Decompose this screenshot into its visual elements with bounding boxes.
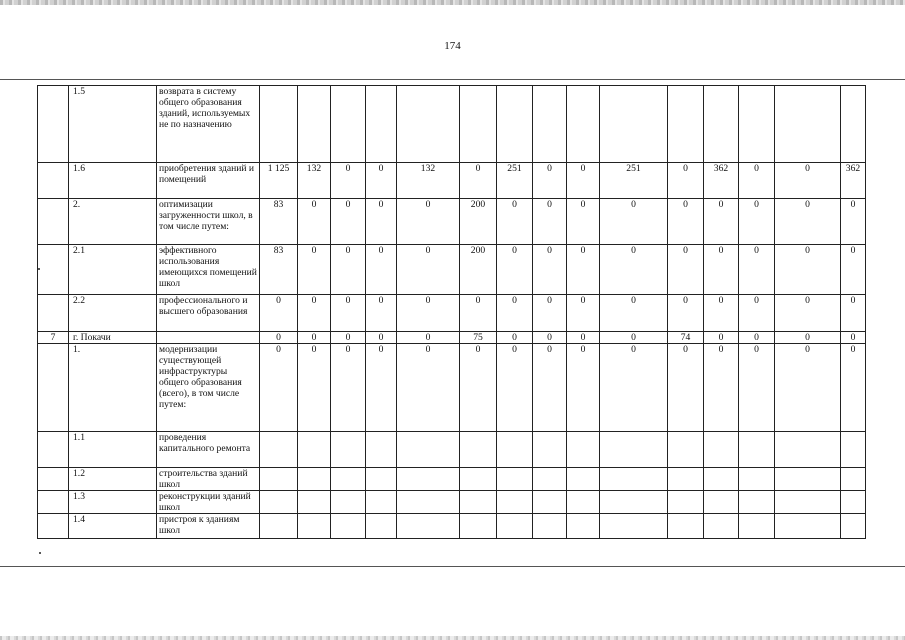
value-cell: 0 xyxy=(600,245,668,295)
value-cell xyxy=(841,491,866,514)
row-description-cell: возврата в систему общего образования зданий, используемых не по назначению xyxy=(157,86,260,163)
value-cell: 0 xyxy=(668,245,704,295)
value-cell xyxy=(775,514,841,539)
value-cell: 0 xyxy=(533,163,567,199)
value-cell xyxy=(497,514,533,539)
value-cell: 0 xyxy=(397,245,460,295)
value-cell xyxy=(668,514,704,539)
value-cell: 0 xyxy=(775,332,841,344)
row-code-cell: 1.6 xyxy=(69,163,157,199)
value-cell: 0 xyxy=(331,245,366,295)
value-cell: 0 xyxy=(739,199,775,245)
value-cell xyxy=(331,491,366,514)
value-cell xyxy=(841,468,866,491)
value-cell: 0 xyxy=(260,332,298,344)
row-number-cell xyxy=(38,245,69,295)
row-code-cell: 1.5 xyxy=(69,86,157,163)
value-cell: 0 xyxy=(298,199,331,245)
value-cell: 0 xyxy=(331,344,366,432)
value-cell: 0 xyxy=(841,332,866,344)
value-cell xyxy=(298,86,331,163)
table-row xyxy=(38,332,866,344)
value-cell xyxy=(460,491,497,514)
value-cell: 0 xyxy=(704,245,739,295)
value-cell: 0 xyxy=(460,344,497,432)
row-description-cell: оптимизации загруженности школ, в том числе путем: xyxy=(157,199,260,245)
value-cell: 0 xyxy=(739,344,775,432)
value-cell: 0 xyxy=(397,332,460,344)
row-number-cell xyxy=(38,344,69,432)
value-cell: 0 xyxy=(331,163,366,199)
value-cell xyxy=(260,86,298,163)
value-cell xyxy=(704,514,739,539)
value-cell xyxy=(397,468,460,491)
value-cell xyxy=(567,514,600,539)
value-cell: 0 xyxy=(497,344,533,432)
value-cell: 83 xyxy=(260,245,298,295)
value-cell xyxy=(533,86,567,163)
value-cell: 0 xyxy=(331,295,366,332)
value-cell xyxy=(331,468,366,491)
value-cell xyxy=(331,514,366,539)
row-code-cell: 1. xyxy=(69,344,157,432)
value-cell: 0 xyxy=(567,295,600,332)
value-cell xyxy=(704,468,739,491)
value-cell xyxy=(668,432,704,468)
row-description-cell: строительства зданий школ xyxy=(157,468,260,491)
value-cell xyxy=(298,514,331,539)
value-cell xyxy=(298,432,331,468)
table-row xyxy=(38,514,866,539)
row-number-cell xyxy=(38,295,69,332)
value-cell xyxy=(397,86,460,163)
value-cell: 0 xyxy=(567,245,600,295)
value-cell: 0 xyxy=(397,295,460,332)
row-code-cell: 2. xyxy=(69,199,157,245)
value-cell: 0 xyxy=(775,245,841,295)
value-cell: 0 xyxy=(460,163,497,199)
value-cell: 0 xyxy=(497,332,533,344)
value-cell: 0 xyxy=(366,163,397,199)
row-description-cell: реконструкции зданий школ xyxy=(157,491,260,514)
value-cell: 75 xyxy=(460,332,497,344)
row-number-cell xyxy=(38,199,69,245)
value-cell: 0 xyxy=(704,344,739,432)
value-cell: 0 xyxy=(775,295,841,332)
row-number-cell xyxy=(38,514,69,539)
value-cell xyxy=(739,432,775,468)
value-cell xyxy=(668,491,704,514)
value-cell xyxy=(460,468,497,491)
value-cell xyxy=(739,514,775,539)
value-cell: 0 xyxy=(366,344,397,432)
row-code-cell: г. Покачи xyxy=(69,332,157,344)
value-cell xyxy=(600,514,668,539)
value-cell: 0 xyxy=(668,295,704,332)
value-cell xyxy=(331,86,366,163)
row-description-cell: проведения капитального ремонта xyxy=(157,432,260,468)
row-code-cell: 1.1 xyxy=(69,432,157,468)
value-cell: 0 xyxy=(739,163,775,199)
row-description-cell xyxy=(157,332,260,344)
value-cell xyxy=(668,86,704,163)
page-number: 174 xyxy=(444,40,461,52)
value-cell: 0 xyxy=(366,332,397,344)
value-cell xyxy=(460,432,497,468)
value-cell: 0 xyxy=(567,344,600,432)
table-row xyxy=(38,468,866,491)
row-number-cell xyxy=(38,163,69,199)
value-cell xyxy=(497,468,533,491)
value-cell xyxy=(704,491,739,514)
value-cell: 0 xyxy=(497,245,533,295)
value-cell: 0 xyxy=(668,163,704,199)
row-description-cell: модернизации существующей инфраструктуры общего образования (всего), в том числе путем: xyxy=(157,344,260,432)
value-cell xyxy=(497,432,533,468)
value-cell xyxy=(704,432,739,468)
table-row xyxy=(38,432,866,468)
value-cell: 0 xyxy=(567,332,600,344)
value-cell: 0 xyxy=(260,295,298,332)
scan-speck xyxy=(39,552,41,554)
value-cell: 0 xyxy=(739,245,775,295)
value-cell: 0 xyxy=(841,245,866,295)
value-cell: 251 xyxy=(497,163,533,199)
table-row xyxy=(38,245,866,295)
value-cell xyxy=(600,468,668,491)
value-cell: 83 xyxy=(260,199,298,245)
value-cell: 0 xyxy=(460,295,497,332)
value-cell xyxy=(775,468,841,491)
value-cell xyxy=(841,514,866,539)
value-cell: 0 xyxy=(533,332,567,344)
value-cell: 0 xyxy=(331,199,366,245)
value-cell xyxy=(497,491,533,514)
value-cell: 0 xyxy=(567,163,600,199)
value-cell xyxy=(366,468,397,491)
row-description-cell: эффективного использования имеющихся помещений школ xyxy=(157,245,260,295)
value-cell xyxy=(533,491,567,514)
scan-speck xyxy=(38,268,40,270)
value-cell: 0 xyxy=(668,199,704,245)
value-cell: 0 xyxy=(841,295,866,332)
value-cell xyxy=(366,491,397,514)
value-cell: 0 xyxy=(668,344,704,432)
value-cell xyxy=(841,86,866,163)
value-cell xyxy=(260,432,298,468)
value-cell: 132 xyxy=(397,163,460,199)
value-cell: 0 xyxy=(704,332,739,344)
value-cell xyxy=(775,491,841,514)
value-cell: 1 125 xyxy=(260,163,298,199)
value-cell xyxy=(841,432,866,468)
value-cell xyxy=(298,491,331,514)
value-cell: 74 xyxy=(668,332,704,344)
row-number-cell: 7 xyxy=(38,332,69,344)
value-cell: 0 xyxy=(298,344,331,432)
data-table xyxy=(37,85,866,539)
value-cell: 0 xyxy=(331,332,366,344)
value-cell: 0 xyxy=(600,332,668,344)
value-cell: 0 xyxy=(260,344,298,432)
value-cell xyxy=(600,86,668,163)
value-cell: 0 xyxy=(775,163,841,199)
value-cell: 0 xyxy=(298,245,331,295)
value-cell xyxy=(567,86,600,163)
value-cell: 0 xyxy=(533,199,567,245)
value-cell xyxy=(366,432,397,468)
scan-edge-bottom xyxy=(0,636,905,640)
value-cell xyxy=(668,468,704,491)
value-cell: 0 xyxy=(533,245,567,295)
value-cell xyxy=(298,468,331,491)
value-cell xyxy=(567,432,600,468)
row-description-cell: профессионального и высшего образования xyxy=(157,295,260,332)
header-rule xyxy=(0,79,905,80)
value-cell: 0 xyxy=(497,199,533,245)
value-cell: 0 xyxy=(739,332,775,344)
row-description-cell: пристроя к зданиям школ xyxy=(157,514,260,539)
value-cell: 0 xyxy=(533,295,567,332)
value-cell xyxy=(331,432,366,468)
value-cell xyxy=(533,468,567,491)
value-cell: 0 xyxy=(704,199,739,245)
table-row xyxy=(38,295,866,332)
row-number-cell xyxy=(38,468,69,491)
value-cell: 132 xyxy=(298,163,331,199)
footer-rule xyxy=(0,566,905,567)
value-cell xyxy=(775,86,841,163)
value-cell xyxy=(533,514,567,539)
value-cell: 0 xyxy=(366,245,397,295)
value-cell xyxy=(775,432,841,468)
value-cell xyxy=(260,468,298,491)
value-cell: 0 xyxy=(397,344,460,432)
value-cell xyxy=(567,468,600,491)
value-cell: 0 xyxy=(298,295,331,332)
value-cell xyxy=(397,432,460,468)
value-cell xyxy=(533,432,567,468)
value-cell: 200 xyxy=(460,245,497,295)
scan-edge-top xyxy=(0,0,905,5)
value-cell xyxy=(600,432,668,468)
value-cell: 200 xyxy=(460,199,497,245)
table-row xyxy=(38,199,866,245)
value-cell xyxy=(366,514,397,539)
row-code-cell: 1.4 xyxy=(69,514,157,539)
row-code-cell: 1.3 xyxy=(69,491,157,514)
value-cell: 362 xyxy=(841,163,866,199)
value-cell xyxy=(567,491,600,514)
value-cell: 0 xyxy=(841,344,866,432)
row-number-cell xyxy=(38,491,69,514)
value-cell: 0 xyxy=(704,295,739,332)
value-cell xyxy=(397,491,460,514)
value-cell xyxy=(739,468,775,491)
value-cell: 251 xyxy=(600,163,668,199)
value-cell xyxy=(260,514,298,539)
value-cell xyxy=(260,491,298,514)
value-cell: 0 xyxy=(397,199,460,245)
value-cell: 0 xyxy=(600,295,668,332)
value-cell: 0 xyxy=(600,199,668,245)
value-cell: 0 xyxy=(298,332,331,344)
value-cell xyxy=(497,86,533,163)
value-cell: 362 xyxy=(704,163,739,199)
value-cell: 0 xyxy=(497,295,533,332)
value-cell xyxy=(739,86,775,163)
value-cell xyxy=(460,86,497,163)
value-cell: 0 xyxy=(841,199,866,245)
value-cell xyxy=(739,491,775,514)
table-row xyxy=(38,344,866,432)
value-cell xyxy=(397,514,460,539)
row-code-cell: 2.1 xyxy=(69,245,157,295)
value-cell: 0 xyxy=(366,295,397,332)
value-cell xyxy=(460,514,497,539)
value-cell: 0 xyxy=(533,344,567,432)
value-cell: 0 xyxy=(366,199,397,245)
value-cell: 0 xyxy=(739,295,775,332)
value-cell xyxy=(704,86,739,163)
value-cell: 0 xyxy=(775,199,841,245)
value-cell: 0 xyxy=(775,344,841,432)
row-code-cell: 2.2 xyxy=(69,295,157,332)
value-cell xyxy=(600,491,668,514)
row-number-cell xyxy=(38,86,69,163)
row-code-cell: 1.2 xyxy=(69,468,157,491)
row-number-cell xyxy=(38,432,69,468)
table-row xyxy=(38,86,866,163)
table-row xyxy=(38,491,866,514)
value-cell: 0 xyxy=(567,199,600,245)
value-cell xyxy=(366,86,397,163)
table-row xyxy=(38,163,866,199)
row-description-cell: приобретения зданий и помещений xyxy=(157,163,260,199)
value-cell: 0 xyxy=(600,344,668,432)
